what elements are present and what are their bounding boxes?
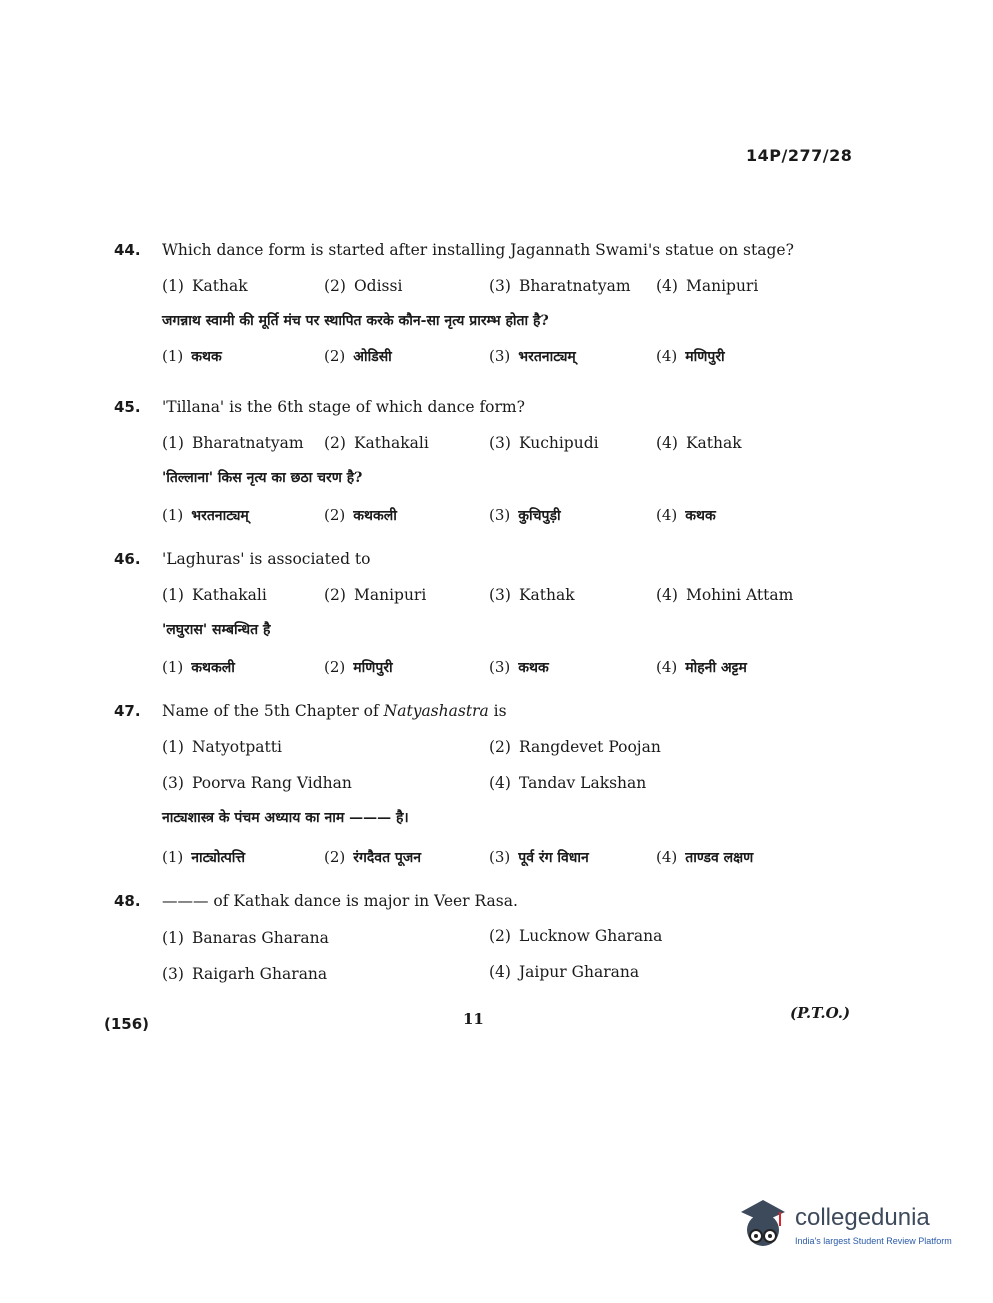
paper-code: 14P/277/28 (746, 146, 853, 165)
option-1: (1) Natyotpatti (162, 738, 282, 756)
option-2: (2) Odissi (324, 277, 403, 295)
hindi-option-4: (4) ताण्डव लक्षण (656, 848, 754, 866)
option-4: (4) Tandav Lakshan (489, 774, 647, 792)
hindi-option-2: (2) कथकली (324, 506, 397, 524)
option-3: (3) Poorva Rang Vidhan (162, 774, 352, 792)
option-2: (2) Kathakali (324, 434, 429, 452)
hindi-option-1: (1) कथकली (162, 658, 235, 676)
option-4: (4) Manipuri (656, 277, 759, 295)
option-3: (3) Kuchipudi (489, 434, 599, 452)
question-text: 'Tillana' is the 6th stage of which dance form? (162, 398, 525, 416)
option-3: (3) Bharatnatyam (489, 277, 631, 295)
option-2: (2) Manipuri (324, 586, 427, 604)
mascot-icon (735, 1196, 791, 1256)
hindi-option-3: (3) कथक (489, 658, 549, 676)
hindi-option-2: (2) ओडिसी (324, 347, 392, 365)
footer-code: (156) (104, 1015, 150, 1033)
pto-label: (P.T.O.) (790, 1004, 851, 1022)
logo-wordmark: collegedunia (795, 1204, 930, 1231)
hindi-option-2: (2) रंगदैवत पूजन (324, 848, 422, 866)
hindi-option-2: (2) मणिपुरी (324, 658, 393, 676)
option-1: (1) Kathakali (162, 586, 267, 604)
hindi-question-text: नाट्यशास्त्र के पंचम अध्याय का नाम ——— है। (162, 810, 409, 826)
hindi-option-3: (3) पूर्व रंग विधान (489, 848, 589, 866)
hindi-option-4: (4) कथक (656, 506, 716, 524)
hindi-option-1: (1) भरतनाट्यम् (162, 506, 249, 524)
option-3: (3) Kathak (489, 586, 575, 604)
logo-tagline: India's largest Student Review Platform (795, 1236, 952, 1246)
question-number: 48. (114, 892, 141, 910)
book-title: Natyashastra (383, 702, 489, 720)
question-text: ——— of Kathak dance is major in Veer Rasa. (162, 892, 518, 910)
hindi-question-text: जगन्नाथ स्वामी की मूर्ति मंच पर स्थापित करके कौन-सा नृत्य प्रारम्भ होता है? (162, 313, 549, 329)
hindi-option-3: (3) भरतनाट्यम् (489, 347, 576, 365)
question-text: 'Laghuras' is associated to (162, 550, 371, 568)
option-2: (2) Lucknow Gharana (489, 927, 663, 945)
question-number: 46. (114, 550, 141, 568)
question-number: 44. (114, 241, 141, 259)
option-1: (1) Banaras Gharana (162, 929, 329, 947)
page-number: 11 (463, 1010, 484, 1028)
question-text: Which dance form is started after installing Jagannath Swami's statue on stage? (162, 241, 794, 259)
hindi-option-1: (1) कथक (162, 347, 222, 365)
question-text: Name of the 5th Chapter of Natyashastra is (162, 702, 507, 720)
option-2: (2) Rangdevet Poojan (489, 738, 661, 756)
option-1: (1) Kathak (162, 277, 248, 295)
option-4: (4) Mohini Attam (656, 586, 794, 604)
option-1: (1) Bharatnatyam (162, 434, 304, 452)
hindi-option-3: (3) कुचिपुड़ी (489, 506, 561, 524)
hindi-option-4: (4) मोहनी अट्टम (656, 658, 747, 676)
hindi-option-4: (4) मणिपुरी (656, 347, 725, 365)
hindi-option-1: (1) नाट्योत्पत्ति (162, 848, 246, 866)
hindi-question-text: 'तिल्लाना' किस नृत्य का छठा चरण है? (162, 470, 363, 486)
hindi-question-text: 'लघुरास' सम्बन्धित है (162, 622, 271, 638)
question-number: 47. (114, 702, 141, 720)
collegedunia-logo (735, 1196, 965, 1256)
option-3: (3) Raigarh Gharana (162, 965, 328, 983)
option-4: (4) Kathak (656, 434, 742, 452)
question-number: 45. (114, 398, 141, 416)
option-4: (4) Jaipur Gharana (489, 963, 640, 981)
